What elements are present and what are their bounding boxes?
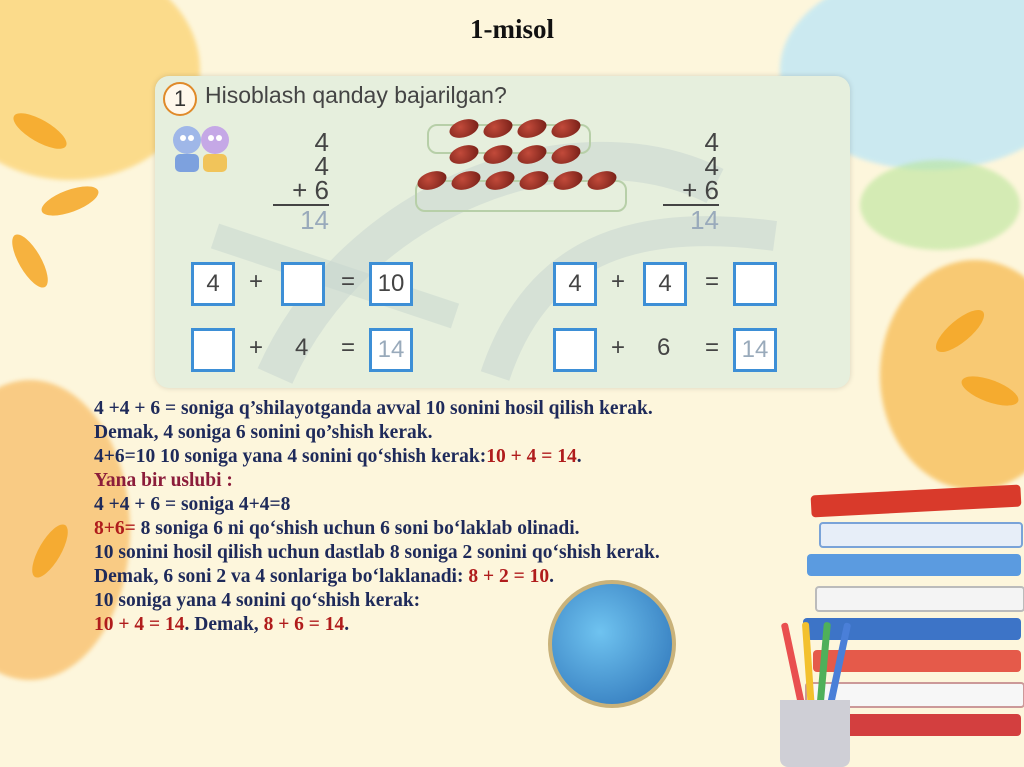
explanation-line: 10 soniga yana 4 sonini qo‘shish kerak: [94, 590, 421, 611]
bean-counter [517, 168, 551, 193]
book [811, 485, 1022, 518]
right-column-addition [663, 127, 719, 235]
text-segment: . Demak, [184, 614, 264, 635]
background-flower-blob [880, 260, 1024, 490]
bean-counter [585, 168, 619, 193]
answer-box[interactable]: 14 [733, 328, 777, 372]
highlighted-equation: 8+6= [94, 518, 136, 539]
highlighted-equation: 8 + 6 = 14 [263, 614, 345, 635]
bean-counter [415, 168, 449, 193]
addend: 4 [704, 151, 719, 181]
bean-row [417, 172, 617, 189]
explanation-line: 4 +4 + 6 = soniga 4+4=8 [94, 494, 291, 515]
cartoon-kids-icon [167, 118, 237, 174]
flower-petal [5, 230, 54, 293]
book [815, 586, 1024, 612]
explanation-line: 10 sonini hosil qilish uchun dastlab 8 soniga 2 sonini qo‘shish kerak. [94, 542, 660, 563]
flower-petal [38, 180, 102, 221]
answer-box[interactable] [553, 328, 597, 372]
explanation-line: 4 +4 + 6 = soniga q’shilayotganda avval 10 sonini hosil qilish kerak. [94, 398, 653, 419]
plus-sign: + [611, 268, 626, 295]
answer-box[interactable] [281, 262, 325, 306]
text-segment: Demak, 6 soni 2 va 4 sonlariga bo‘laklanadi: [94, 566, 469, 587]
exercise-number: 1 [163, 82, 197, 116]
bean-counter [481, 116, 515, 141]
bean-row [449, 146, 617, 163]
bean-counter [447, 116, 481, 141]
explanation-line [94, 565, 660, 589]
bean-counter [515, 116, 549, 141]
background-leaf-blob [860, 160, 1020, 250]
text-segment: 4+6=10 10 soniga yana 4 sonini qo‘shish kerak: [94, 446, 487, 467]
answer-box[interactable]: 4 [553, 262, 597, 306]
bean-counter [551, 168, 585, 193]
bean-counter [483, 168, 517, 193]
bean-counter [549, 142, 583, 167]
exercise-card [155, 76, 850, 388]
highlighted-equation: 10 + 4 = 14 [486, 446, 577, 467]
text-segment: . [576, 446, 582, 467]
exercise-question: Hisoblash qanday bajarilgan? [205, 82, 507, 108]
addend: + 6 [292, 175, 329, 205]
bean-counter [481, 142, 515, 167]
highlighted-equation: 8 + 2 = 10 [468, 566, 550, 587]
answer-box[interactable] [191, 328, 235, 372]
equals-sign: = [341, 268, 356, 295]
method-heading: Yana bir uslubi : [94, 470, 233, 491]
explanation-line [94, 445, 660, 469]
book [819, 522, 1023, 548]
sum: 14 [300, 205, 329, 235]
plus-sign: + [249, 334, 264, 361]
answer-box[interactable]: 14 [369, 328, 413, 372]
bean-counter [447, 142, 481, 167]
equals-sign: = [341, 334, 356, 361]
answer-box[interactable] [733, 262, 777, 306]
plus-sign: + [249, 268, 264, 295]
explanation-line [94, 517, 660, 541]
explanation-line: Demak, 4 soniga 6 sonini qo’shish kerak. [94, 422, 433, 443]
addend: + 6 [682, 175, 719, 205]
explanation-text [94, 397, 660, 637]
book [803, 618, 1021, 640]
bean-counters [417, 120, 617, 198]
addend: 4 [314, 127, 329, 157]
text-segment: . [344, 614, 350, 635]
explanation-line [94, 613, 660, 637]
text-segment: 8 soniga 6 ni qo‘shish uchun 6 soni bo‘laklab olinadi. [135, 518, 580, 539]
highlighted-equation: 10 + 4 = 14 [94, 614, 185, 635]
sum: 14 [690, 205, 719, 235]
bean-counter [549, 116, 583, 141]
bean-counter [449, 168, 483, 193]
equals-sign: = [705, 268, 720, 295]
pencil-cup [780, 700, 850, 767]
addend: 4 [295, 334, 309, 361]
bean-row [449, 120, 617, 137]
addend: 6 [657, 334, 671, 361]
addend: 4 [314, 151, 329, 181]
text-segment: . [549, 566, 554, 587]
answer-box[interactable]: 4 [643, 262, 687, 306]
equals-sign: = [705, 334, 720, 361]
book [807, 554, 1021, 576]
answer-box[interactable]: 4 [191, 262, 235, 306]
left-column-addition [273, 127, 329, 235]
bean-counter [515, 142, 549, 167]
answer-box[interactable]: 10 [369, 262, 413, 306]
addend: 4 [704, 127, 719, 157]
slide-title: 1-misol [470, 14, 554, 44]
plus-sign: + [611, 334, 626, 361]
